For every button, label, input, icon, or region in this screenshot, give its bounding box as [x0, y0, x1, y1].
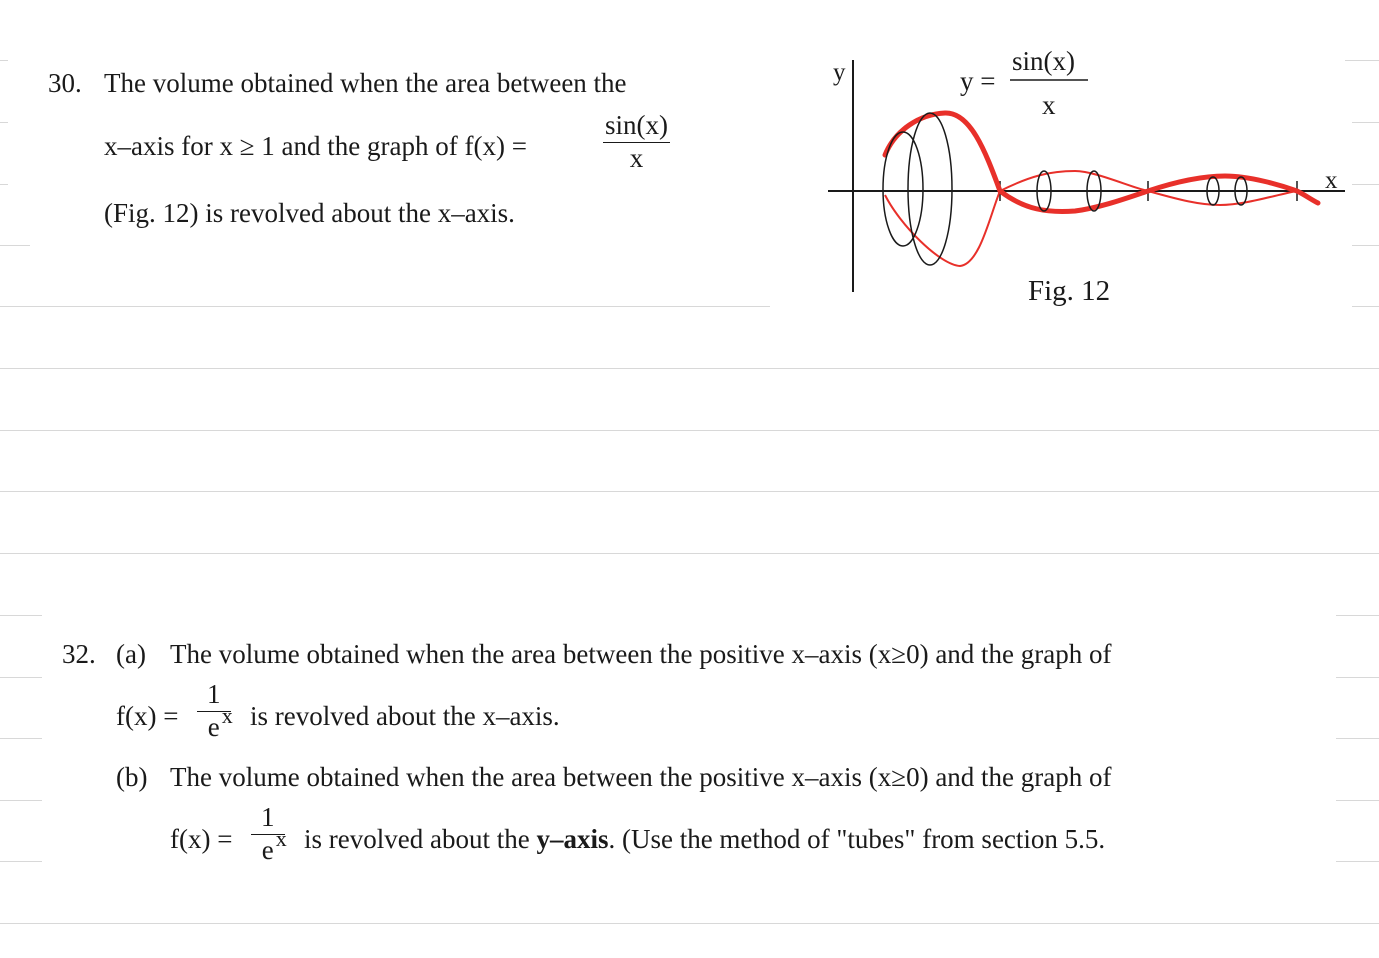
- problem-text-line3: (Fig. 12) is revolved about the x–axis.: [104, 198, 515, 228]
- part-b-lhs: f(x) =: [170, 824, 233, 854]
- margin-tick: [0, 861, 42, 862]
- fraction-denominator: [207, 703, 233, 742]
- figure-12: [800, 30, 1360, 330]
- part-b-label: (b): [116, 762, 148, 792]
- fraction-sinx-over-x: [603, 112, 670, 172]
- ruled-line: [0, 923, 1379, 924]
- figure-caption: Fig. 12: [1028, 275, 1111, 307]
- margin-tick: [1336, 615, 1379, 616]
- part-a-label: (a): [116, 639, 146, 669]
- part-b-text: The volume obtained when the area between the positive x–axis (x≥0) and the graph of: [170, 762, 1112, 792]
- ruled-line: [0, 430, 1379, 431]
- margin-tick: [0, 184, 8, 185]
- fraction-denominator: [261, 826, 287, 865]
- problem-number: 30.: [48, 68, 82, 98]
- problem-number: 32.: [62, 639, 96, 669]
- part-a-text: The volume obtained when the area between the positive x–axis (x≥0) and the graph of: [170, 639, 1112, 669]
- part-b-rest: [304, 826, 1105, 853]
- part-a-lhs: f(x) =: [116, 701, 179, 731]
- exp-base: e: [207, 712, 220, 742]
- equation-numerator: sin(x): [1012, 46, 1075, 76]
- part-b-rest-pre: is revolved about the: [304, 824, 530, 854]
- equation-lhs: y =: [960, 66, 996, 96]
- ruled-line: [0, 553, 1379, 554]
- part-b-rest-bold: y–axis: [536, 824, 609, 854]
- fraction-1-over-ex: [197, 681, 231, 741]
- margin-tick: [1336, 677, 1379, 678]
- fraction-numerator: 1: [197, 681, 231, 712]
- margin-tick: [0, 122, 8, 123]
- exp-power: x: [275, 826, 287, 851]
- margin-tick: [1336, 861, 1379, 862]
- part-a-rest: is revolved about the x–axis.: [250, 701, 560, 731]
- fraction-1-over-ex: [251, 804, 285, 864]
- problem-text-line2: x–axis for x ≥ 1 and the graph of f(x) =: [104, 131, 527, 161]
- x-axis-label: x: [1325, 167, 1338, 194]
- margin-tick: [0, 738, 42, 739]
- margin-tick: [0, 800, 42, 801]
- cross-section-ellipse: [883, 132, 923, 246]
- problem-text-line1: The volume obtained when the area between the: [104, 68, 627, 98]
- margin-tick: [0, 615, 42, 616]
- margin-tick: [1336, 800, 1379, 801]
- cross-section-ellipse: [908, 113, 952, 265]
- part-b-rest-post: . (Use the method of "tubes" from section 5.5.: [608, 824, 1106, 854]
- margin-tick: [0, 60, 8, 61]
- y-axis-label: y: [833, 59, 846, 86]
- fraction-numerator: sin(x): [603, 112, 670, 143]
- margin-tick: [1336, 738, 1379, 739]
- margin-tick: [0, 245, 30, 246]
- ruled-line: [0, 491, 1379, 492]
- ruled-line: [0, 306, 770, 307]
- exp-power: x: [221, 703, 233, 728]
- exp-base: e: [261, 835, 274, 865]
- fraction-denominator: x: [629, 143, 644, 173]
- equation-denominator: x: [1042, 90, 1056, 120]
- ruled-line: [0, 368, 1379, 369]
- margin-tick: [0, 677, 42, 678]
- fraction-numerator: 1: [251, 804, 285, 835]
